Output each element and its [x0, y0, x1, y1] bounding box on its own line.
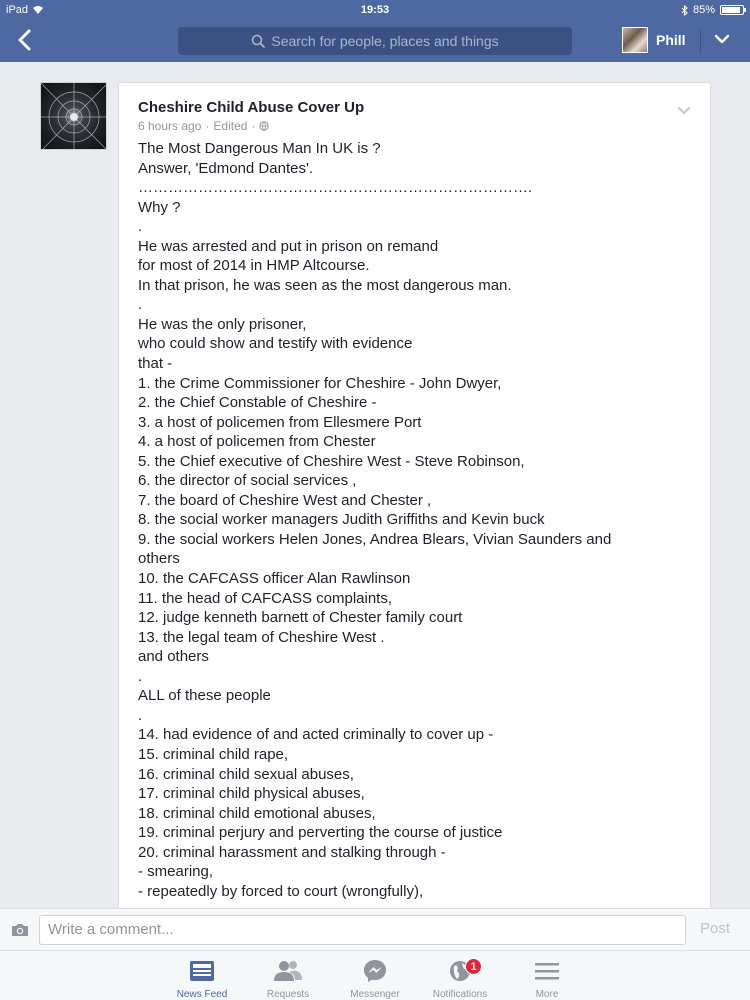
chevron-left-icon [12, 27, 38, 53]
battery-percent: 85% [692, 4, 715, 16]
post-text-line: 20. criminal harassment and stalking through - [138, 843, 446, 861]
post-text-line: 9. the social workers Helen Jones, Andrea Blears, Vivian Saunders and [138, 530, 612, 548]
post-text-line: 16. criminal child sexual abuses, [138, 765, 354, 783]
tab-label: News Feed [176, 989, 228, 1000]
meta-separator: · [205, 119, 210, 133]
post-text-line: . [138, 706, 143, 724]
post-text-line: 11. the head of CAFCASS complaints, [138, 589, 393, 607]
battery-icon [720, 5, 744, 15]
user-name: Phill [656, 32, 686, 48]
post-text-line: ALL of these people [138, 687, 271, 705]
top-bar [0, 0, 750, 62]
news-feed-icon [189, 960, 215, 982]
search-icon [251, 34, 265, 48]
tab-messenger[interactable] [340, 957, 410, 1000]
notifications-badge: 1 [465, 958, 482, 975]
account-menu-button[interactable] [714, 32, 730, 51]
bluetooth-icon [681, 5, 688, 16]
post-text-line: 10. the CAFCASS officer Alan Rawlinson [138, 570, 411, 588]
post-comment-button[interactable]: Post [700, 920, 731, 937]
post-text-line: 7. the board of Cheshire West and Chester , [138, 491, 432, 509]
spider-web-icon [41, 83, 107, 150]
post-text-line: for most of 2014 in HMP Altcourse. [138, 257, 370, 275]
post-text-line: that - [138, 355, 173, 373]
globe-icon [259, 121, 269, 131]
post-text-line: 1. the Crime Commissioner for Cheshire - John Dwyer, [138, 374, 502, 392]
profile-button[interactable] [622, 27, 686, 53]
post-text-line: who could show and testify with evidence [138, 335, 413, 353]
post-text-line: . [138, 667, 143, 685]
post-text-line: Answer, 'Edmond Dantes'. [138, 159, 313, 177]
post-text-line: The Most Dangerous Man In UK is ? [138, 140, 381, 157]
post-text-line: 6. the director of social services , [138, 472, 357, 490]
post-author[interactable]: Cheshire Child Abuse Cover Up [138, 99, 365, 116]
nav-divider [700, 30, 701, 52]
post-options-button[interactable] [677, 103, 691, 121]
tab-label: Notifications [432, 989, 488, 1000]
tab-label: More [535, 989, 559, 1000]
post-text-line: Why ? [138, 198, 181, 216]
post-text-line: ……………………………………………………………………. [138, 179, 533, 197]
status-bar [0, 0, 750, 20]
page-avatar[interactable] [40, 82, 107, 150]
more-icon [534, 960, 560, 982]
avatar [622, 27, 648, 53]
post-text-line: 13. the legal team of Cheshire West . [138, 628, 385, 646]
post-text-line: 8. the social worker managers Judith Griffiths and Kevin buck [138, 511, 545, 529]
post-text-line: 19. criminal perjury and perverting the course of justice [138, 824, 503, 842]
tab-more[interactable] [512, 957, 582, 1000]
meta-separator: · [251, 119, 256, 133]
post-text-line: 5. the Chief executive of Cheshire West - Steve Robinson, [138, 452, 525, 470]
chevron-down-icon [677, 106, 691, 116]
search-input[interactable] [178, 27, 572, 55]
post-body [138, 139, 698, 901]
status-time: 19:53 [360, 4, 390, 16]
post-text-line: He was the only prisoner, [138, 315, 307, 333]
post-meta [138, 119, 269, 133]
post-text-line: 15. criminal child rape, [138, 745, 289, 763]
post-text-line: . [138, 218, 143, 236]
post-text-line: 2. the Chief Constable of Cheshire - [138, 394, 377, 412]
tab-label: Requests [266, 989, 310, 1000]
comment-bar [0, 908, 750, 950]
requests-icon [273, 960, 303, 982]
back-button[interactable] [12, 27, 38, 53]
post-text-line: In that prison, he was seen as the most dangerous man. [138, 276, 512, 294]
tab-label: Messenger [350, 989, 400, 1000]
tab-bar [0, 950, 750, 1000]
post-text-line: 17. criminal child physical abuses, [138, 785, 365, 803]
tab-news-feed[interactable] [167, 957, 237, 1000]
search-placeholder: Search for people, places and things [271, 33, 499, 49]
post-edited[interactable]: Edited [213, 119, 248, 133]
post-text-line: - smearing, [138, 863, 214, 881]
device-label: iPad [6, 4, 29, 16]
chevron-down-icon [714, 32, 730, 46]
post-text-line: 3. a host of policemen from Ellesmere Port [138, 413, 422, 431]
comment-input[interactable]: Write a comment... [39, 915, 686, 945]
post-card [118, 82, 711, 912]
post-text-line: - repeatedly by forced to court (wrongfully), [138, 882, 424, 900]
camera-icon [10, 922, 30, 938]
camera-button[interactable] [10, 922, 30, 943]
post-text-line: 4. a host of policemen from Chester [138, 433, 376, 451]
post-text-line: . [138, 296, 143, 314]
post-text-line: and others [138, 648, 209, 666]
post-time[interactable]: 6 hours ago [138, 119, 202, 133]
post-text-line: 12. judge kenneth barnett of Chester family court [138, 609, 463, 627]
post-text-line: others [138, 550, 180, 568]
tab-notifications[interactable] [425, 957, 495, 1000]
tab-requests[interactable] [253, 957, 323, 1000]
messenger-icon [362, 958, 388, 984]
post-text-line: 14. had evidence of and acted criminally to cover up - [138, 726, 494, 744]
post-text-line: 18. criminal child emotional abuses, [138, 804, 376, 822]
post-text-line: He was arrested and put in prison on remand [138, 237, 439, 255]
